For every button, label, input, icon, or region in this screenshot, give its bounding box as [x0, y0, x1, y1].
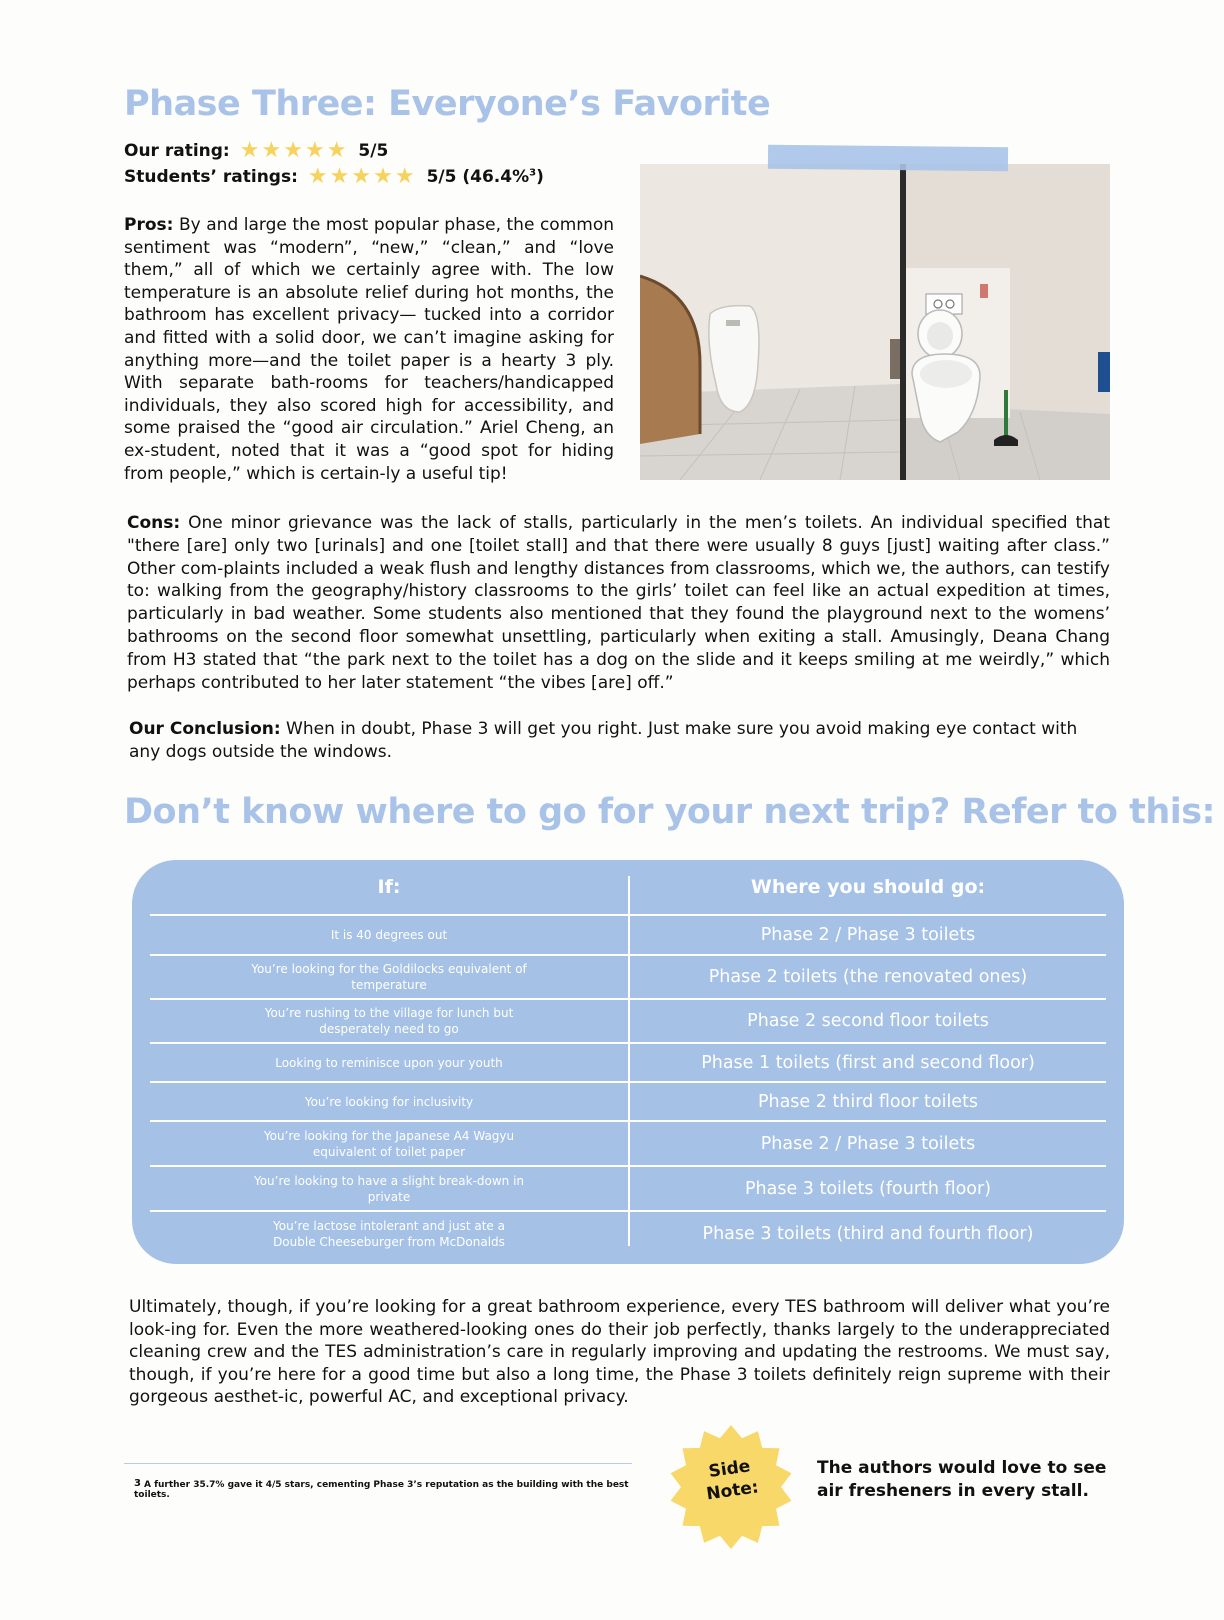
if-cell: You’re looking for inclusivity [304, 1094, 474, 1109]
pros-label: Pros: [124, 215, 174, 235]
star-icon: ★ [304, 138, 325, 163]
column-header-where: Where you should go: [750, 876, 986, 898]
our-rating-stars [240, 140, 347, 162]
if-cell: You’re rushing to the village for lunch but desperately need to go [264, 1006, 514, 1036]
our-rating-value: 5/5 [358, 141, 389, 161]
students-rating-stars [308, 166, 415, 188]
column-header-if: If: [377, 876, 401, 898]
page-title: Phase Three: Everyone’s Favorite [124, 84, 771, 124]
table-row [150, 954, 1106, 998]
our-rating-label: Our rating: [124, 141, 230, 161]
if-cell: You’re looking for the Goldilocks equivalent of temperature [251, 962, 527, 992]
pros-paragraph [124, 214, 614, 485]
conclusion-paragraph [129, 718, 1110, 763]
footnote-number: 3 [134, 1478, 141, 1489]
star-icon: ★ [329, 164, 350, 189]
bathroom-illustration [640, 164, 1110, 480]
students-rating-label: Students’ ratings: [124, 167, 298, 187]
where-cell: Phase 1 toilets (first and second floor) [701, 1052, 1035, 1073]
if-cell: You’re looking for the Japanese A4 Wagyu equivalent of toilet paper [263, 1128, 515, 1159]
cons-paragraph [127, 512, 1110, 694]
where-cell: Phase 2 toilets (the renovated ones) [708, 967, 1028, 987]
side-note-badge [666, 1422, 796, 1552]
cons-text: One minor grievance was the lack of stalls, particularly in the men’s toilets. An individual specified that "there [are] only two [urinals] and one [toilet stall] and that there were usually 8 guys [just] waiting after class.” Other com-plaints included a weak flush and lengthy distances from classrooms, which we, the authors, can testify to: walking from the geography/history classrooms to the girls’ toilet can feel like an actual expedition at times, particularly in bad weather. Some students also mentioned that they found the playground next to the womens’ bathrooms on the second floor somewhat unsettling, particularly when exiting a stall. Amusingly, Deana Chang from H3 stated that “the park next to the toilet has a dog on the slide and it keeps smiling at me weirdly,” which perhaps contributed to her later statement “the vibes [are] off.” [127, 513, 1110, 693]
closing-paragraph: Ultimately, though, if you’re looking for a great bathroom experience, every TES bathroom will deliver what you’re look-ing for. Even the more weathered-looking ones do their job perfectly, thanks largely to the underappreciated cleaning crew and the TES administration’s care in regularly improving and updating the restrooms. We must say, though, if you’re here for a good time but also a long time, the Phase 3 toilets definitely reign supreme with their gorgeous aesthet-ic, powerful AC, and exceptional privacy. [129, 1297, 1110, 1408]
star-icon: ★ [283, 138, 303, 163]
table-row [150, 1120, 1106, 1165]
cons-label: Cons: [127, 513, 181, 533]
star-icon: ★ [326, 138, 347, 163]
star-icon: ★ [373, 164, 393, 189]
bathroom-photo [640, 164, 1110, 480]
where-cell: Phase 3 toilets (fourth floor) [744, 1178, 992, 1199]
star-icon: ★ [351, 164, 372, 189]
table-row [150, 998, 1106, 1042]
if-cell: You’re looking to have a slight break-down in private [253, 1173, 525, 1204]
table-row [150, 1042, 1106, 1081]
students-rating-value: 5/5 (46.4%$^3$) [426, 167, 544, 187]
star-icon: ★ [394, 164, 415, 189]
footnote-ref[interactable]: 3 [529, 167, 537, 179]
conclusion-text: When in doubt, Phase 3 will get you right. Just make sure you avoid making eye contact with any dogs outside the windows. [129, 719, 1078, 762]
if-cell: You’re lactose intolerant and just ate a Double Cheeseburger from McDonalds [273, 1219, 505, 1249]
footnote-divider [124, 1463, 632, 1464]
where-cell: Phase 2 / Phase 3 toilets [760, 1133, 976, 1154]
side-note-message: The authors would love to see air fresheners in every stall. [817, 1458, 1107, 1501]
star-icon: ★ [239, 138, 260, 163]
where-cell: Phase 2 / Phase 3 toilets [760, 925, 976, 945]
if-cell: It is 40 degrees out [330, 928, 448, 942]
star-icon: ★ [307, 164, 328, 189]
guide-title: Don’t know where to go for your next trip? Refer to this: [124, 792, 1216, 832]
star-icon: ★ [261, 138, 282, 163]
footnote [134, 1478, 654, 1500]
where-cell: Phase 2 second floor toilets [747, 1011, 989, 1031]
if-cell: Looking to reminisce upon your youth [275, 1055, 503, 1070]
footnote-text: A further 35.7% gave it 4/5 stars, cementing Phase 3’s reputation as the building with the best toilets. [134, 1480, 629, 1500]
conclusion-label: Our Conclusion: [129, 719, 281, 739]
where-cell: Phase 2 third floor toilets [757, 1091, 979, 1112]
where-cell: Phase 3 toilets (third and fourth floor) [702, 1224, 1034, 1244]
table-row [150, 1210, 1106, 1256]
pros-text: By and large the most popular phase, the common sentiment was “modern”, “new,” “clean,” and “love them,” all of which we certainly agree with. The low temperature is an absolute relief during hot months, the bathroom has excellent privacy— tucked into a corridor and fitted with a solid door, we can’t imagine asking for anything more—and the toilet paper is a hearty 3 ply. With separate bath-rooms for teachers/handicapped individuals, they also scored high for accessibility, and some praised the “good air circulation.” Ariel Cheng, an ex-student, noted that it was a “good spot for hiding from people,” which is certain-ly a useful tip! [124, 215, 614, 484]
guide-table [132, 860, 1124, 1264]
tape-decoration [768, 145, 1008, 172]
table-row [150, 914, 1106, 954]
our-rating-row [124, 140, 388, 162]
table-row [150, 1165, 1106, 1210]
table-row [150, 1081, 1106, 1120]
side-note-label: Side Note: [705, 1456, 760, 1505]
students-rating-row [124, 166, 544, 188]
